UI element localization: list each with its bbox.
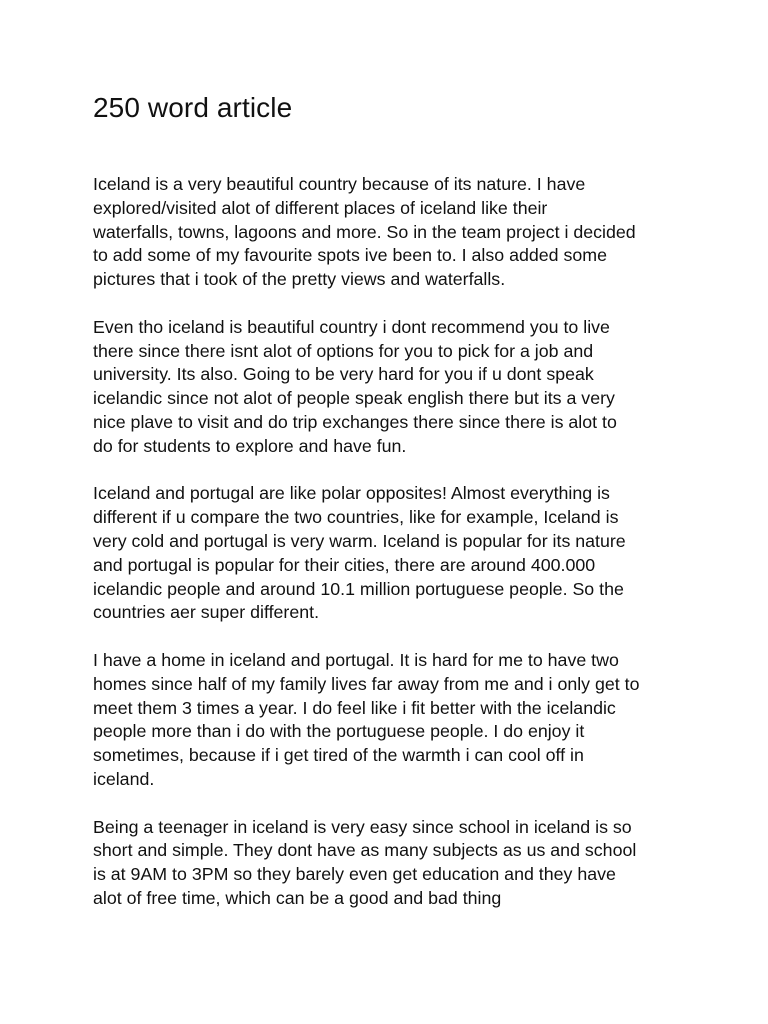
document-title: 250 word article [93,92,293,123]
article-body [93,173,683,911]
document-content [93,88,683,911]
article-paragraph: Even tho iceland is beautiful country i dont recommend you to live there since there isnt alot of options for you to pick for a job and university. Its also. Going to be very hard for you if u dont speak icelandic since not alot of people speak english there but its a very nice plave to visit and do trip exchanges there since there is alot to do for students to explore and have fun. [93,316,617,456]
article-paragraph: Iceland is a very beautiful country because of its nature. I have explored/visited alot of different places of iceland like their waterfalls, towns, lagoons and more. So in the team project i decided to add some of my favourite spots ive been to. I also added some pictures that i took of the pretty views and waterfalls. [93,174,636,290]
article-paragraph: Iceland and portugal are like polar opposites! Almost everything is different if u compare the two countries, like for example, Iceland is very cold and portugal is very warm. Iceland is popular for its nature and portugal is popular for their cities, there are around 400.000 icelandic people and around 10.1 million portuguese people. So the countries aer super different. [93,483,626,623]
article-paragraph: I have a home in iceland and portugal. It is hard for me to have two homes since half of my family lives far away from me and i only get to meet them 3 times a year. I do feel like i fit better with the icelandic people more than i do with the portuguese people. I do enjoy it sometimes, because if i get tired of the warmth i can cool off in iceland. [93,649,640,789]
article-paragraph: Being a teenager in iceland is very easy since school in iceland is so short and simple. They dont have as many subjects as us and school is at 9AM to 3PM so they barely even get education and they have alot of free time, which can be a good and bad thing [93,816,637,908]
